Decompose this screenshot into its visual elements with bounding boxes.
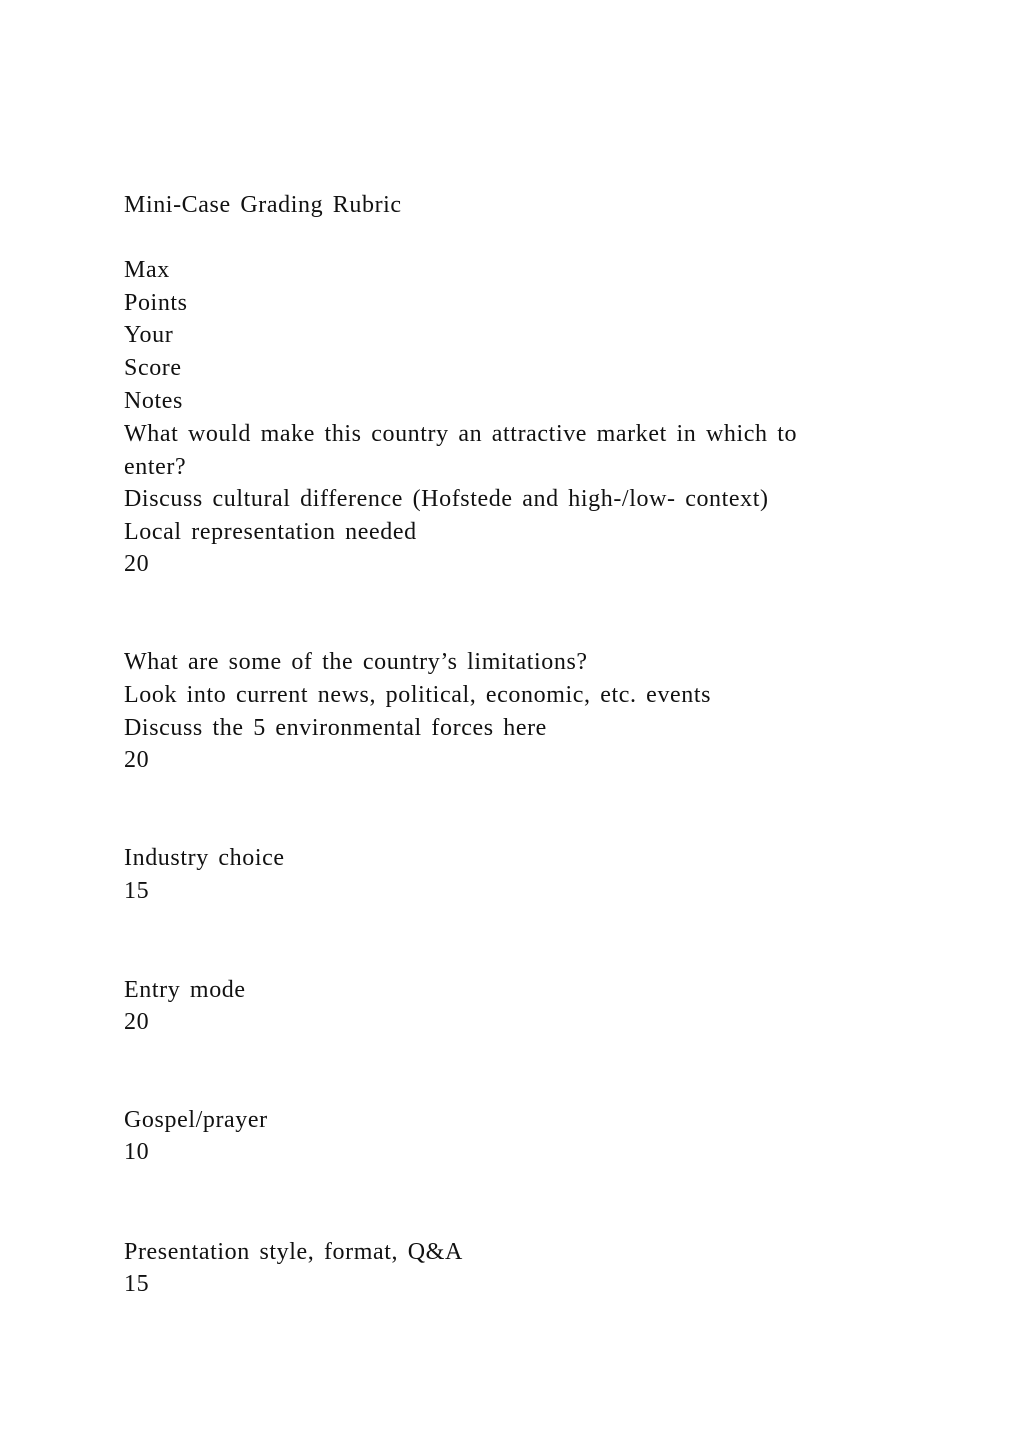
header-max: Max — [124, 257, 170, 283]
criterion-2-line: Look into current news, political, economic, etc. events — [124, 682, 712, 708]
header-points: Points — [124, 290, 188, 316]
page-title: Mini-Case Grading Rubric — [124, 192, 402, 218]
criterion-5-points: 10 — [124, 1139, 150, 1165]
criterion-6-line: Presentation style, format, Q&A — [124, 1239, 463, 1265]
criterion-3-line: Industry choice — [124, 845, 285, 871]
criterion-3-points: 15 — [124, 878, 150, 904]
criterion-5-line: Gospel/prayer — [124, 1107, 268, 1133]
criterion-6-points: 15 — [124, 1271, 150, 1297]
criterion-2-points: 20 — [124, 747, 150, 773]
criterion-1-line: What would make this country an attractive market in which to — [124, 421, 798, 447]
criterion-4-points: 20 — [124, 1009, 150, 1035]
criterion-1-line: enter? — [124, 454, 187, 480]
criterion-2-line: Discuss the 5 environmental forces here — [124, 715, 547, 741]
criterion-1-line: Local representation needed — [124, 519, 417, 545]
criterion-2-line: What are some of the country’s limitations? — [124, 649, 588, 675]
criterion-1-line: Discuss cultural difference (Hofstede and high-/low- context) — [124, 486, 769, 512]
header-score: Score — [124, 355, 182, 381]
criterion-1-points: 20 — [124, 551, 150, 577]
criterion-4-line: Entry mode — [124, 977, 246, 1003]
header-notes: Notes — [124, 388, 183, 414]
header-your: Your — [124, 322, 174, 348]
